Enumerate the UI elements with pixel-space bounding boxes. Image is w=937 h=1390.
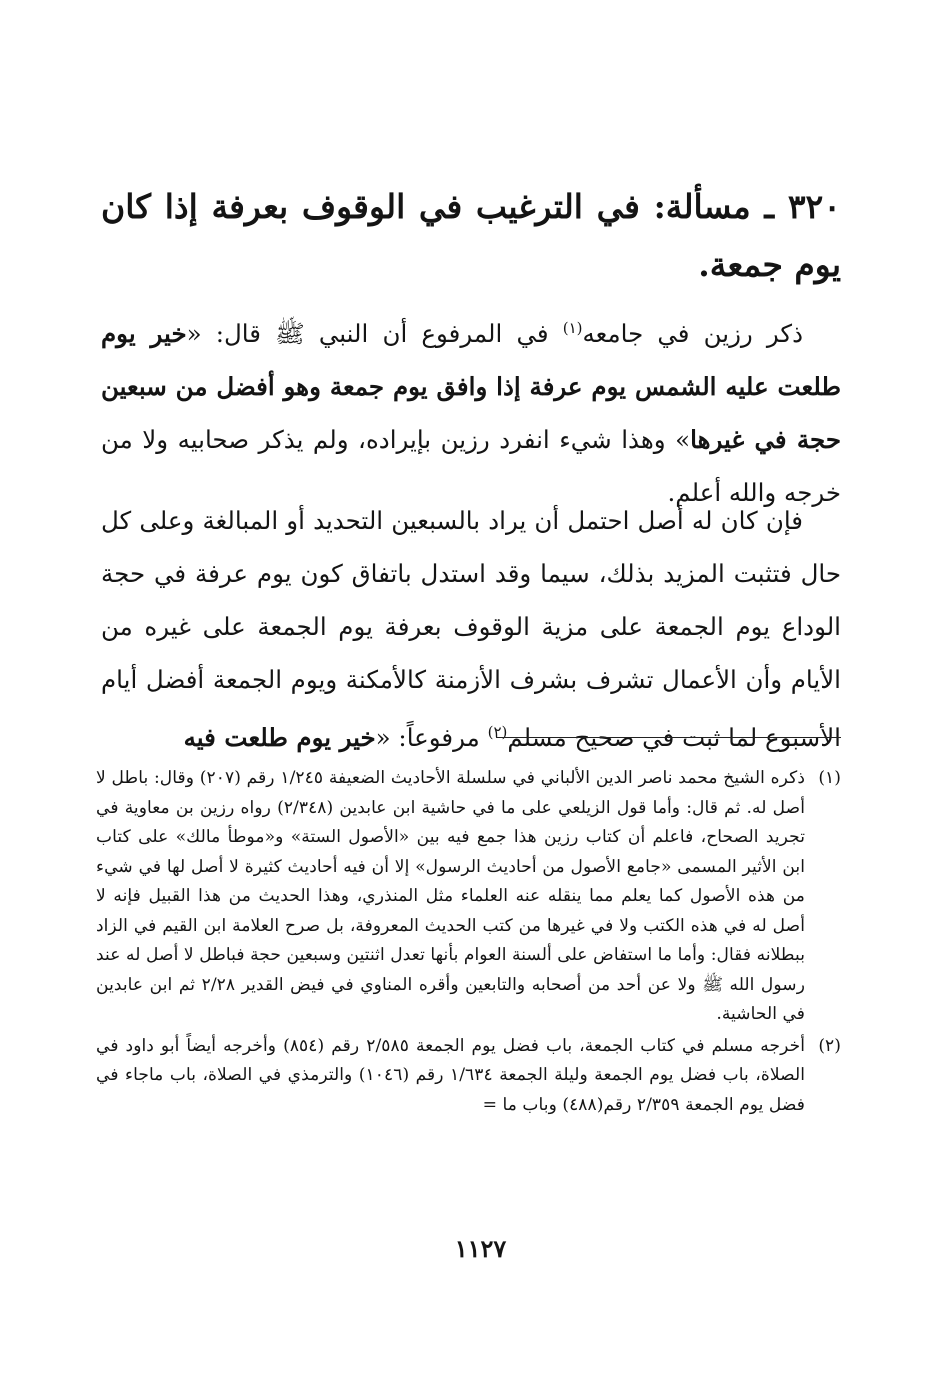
footnote-ref-1: (١)	[562, 319, 583, 337]
paragraph-1	[101, 302, 841, 519]
page-number: ١١٢٧	[454, 1234, 507, 1263]
paragraph-2-text: فإن كان له أصل احتمل أن يراد بالسبعين التحديد أو المبالغة وعلى كل حال فتثبت المزيد بذلك، سيما وقد استدل باتفاق كون يوم عرفة في حجة الوداع يوم الجمعة على مزية الوقوف بعرفة يوم الجمعة على غيره من الأيام وأن الأعمال تشرف بشرف الأزمنة كالأمكنة ويوم الجمعة أفضل أيام الأسبوع لما ثبت في صحيح مسلم	[101, 506, 841, 753]
footnotes	[96, 764, 841, 1122]
paragraph-1-intro-cont: في المرفوع أن النبي ﷺ قال: «	[186, 319, 563, 349]
hadith-quote-2: خير يوم طلعت فيه	[183, 723, 376, 753]
footnote-2	[96, 1032, 841, 1121]
footnote-2-number: (٢)	[818, 1035, 841, 1056]
paragraph-1-rest: » وهذا شيء انفرد رزين بإيراده، ولم يذكر صحابيه ولا من خرجه والله أعلم.	[101, 425, 841, 508]
footnote-ref-2: (٢)	[487, 723, 508, 741]
issue-heading: ٣٢٠ ـ مسألة: في الترغيب في الوقوف بعرفة إذا كان يوم جمعة.	[101, 187, 841, 284]
footnote-1-number: (١)	[818, 768, 841, 788]
footnote-separator	[496, 737, 841, 738]
footnote-2-text: أخرجه مسلم في كتاب الجمعة، باب فضل يوم الجمعة ٢/٥٨٥ رقم (٨٥٤) وأخرجه أيضاً أبو داود في الصلاة، باب فضل يوم الجمعة وليلة الجمعة ١/٦٣٤ رقم (١٠٤٦) والترمذي في الصلاة، باب ماجاء في فضل يوم الجمعة ٢/٣٥٩ رقم(٤٨٨) وباب ما =	[96, 1035, 806, 1115]
hadith-quote-1: خير يوم طلعت عليه الشمس يوم عرفة إذا وافق يوم جمعة وهو أفضل من سبعين حجة في غيرها	[101, 319, 841, 455]
footnote-1-text: ذكره الشيخ محمد ناصر الدين الألباني في سلسلة الأحاديث الضعيفة ١/٢٤٥ رقم (٢٠٧) وقال: باطل لا أصل له. ثم قال: وأما قول الزيلعي على ما في حاشية ابن عابدين (٢/٣٤٨) رواه رزين بن معاوية في تجريد الصحاح، فاعلم أن كتاب رزين هذا جمع فيه بين «الأصول الستة» و«موطأ مالك» على كتاب ابن الأثير المسمى «جامع الأصول من أحاديث الرسول» إلا أن فيه أحاديث كثيرة لا أصل لها في شيء من هذه الأصول كما يعلم مما ينقله عنه العلماء مثل المنذري، وهذا الحديث من هذا القبيل فإنه لا أصل له في هذه الكتب ولا في غيرها من كتب الحديث المعروفة، بل صرح العلامة ابن القيم في الزاد ببطلانه فقال: وأما ما استفاض على ألسنة العوام بأنها تعدل اثنتين وسبعين حجة فباطل لا أصل له عند رسول الله ﷺ ولا عن أحد من أصحابه والتابعين وأقره المناوي في فيض القدير ٢/٢٨ ثم ابن عابدين في الحاشية.	[96, 768, 806, 1024]
footnote-1	[96, 764, 841, 1030]
paragraph-2	[101, 494, 841, 764]
paragraph-2-text-cont: مرفوعاً: «	[375, 723, 488, 753]
paragraph-1-intro: ذكر رزين في جامعه	[582, 319, 803, 349]
